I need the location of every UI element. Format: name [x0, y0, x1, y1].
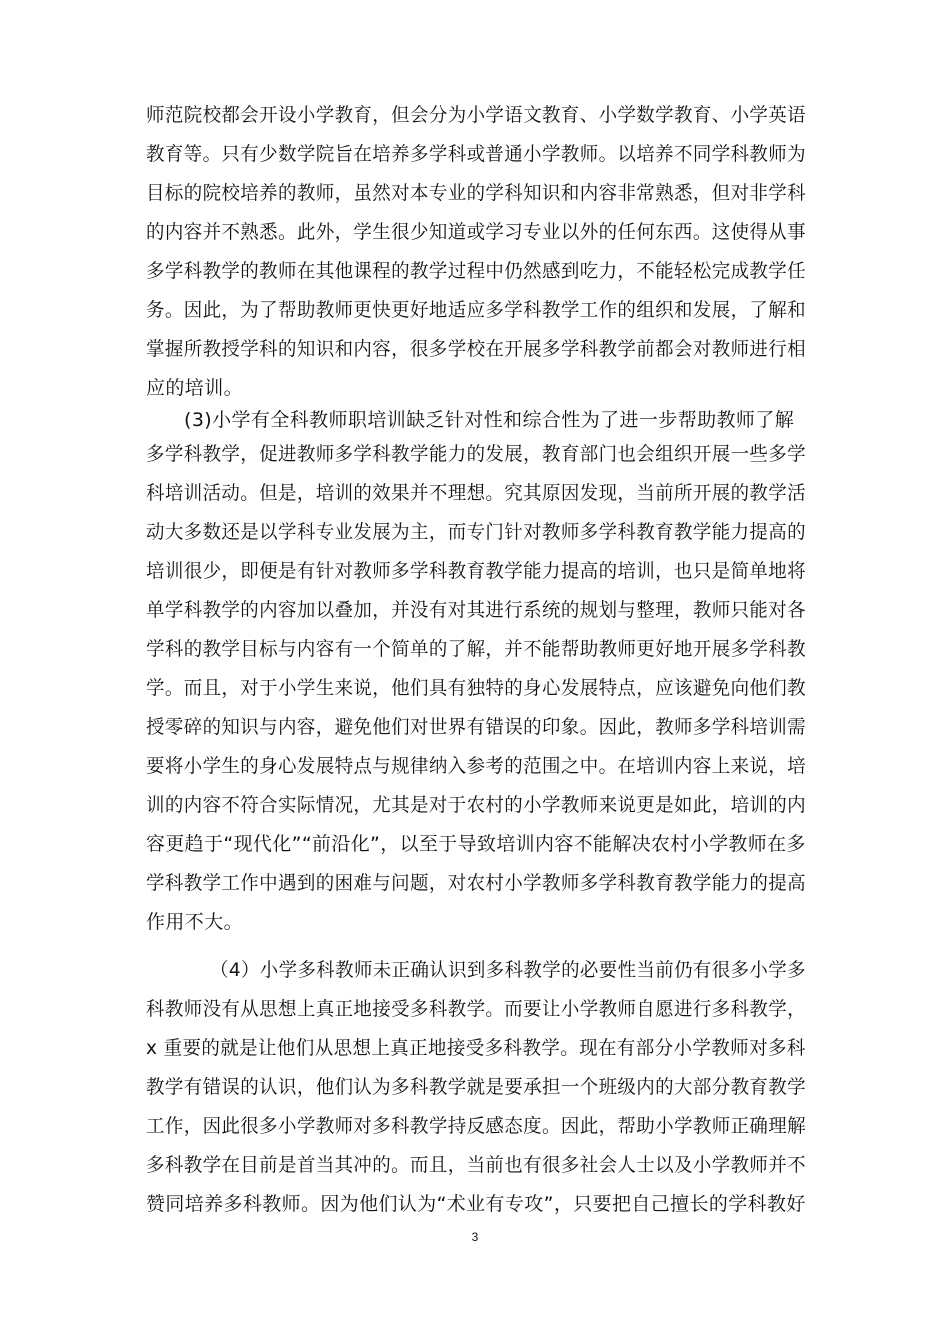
text-line: 训的内容不符合实际情况，尤其是对于农村的小学教师来说更是如此，培训的内: [146, 794, 807, 816]
text-line: 科培训活动。但是，培训的效果并不理想。究其原因发现，当前所开展的教学活: [146, 482, 807, 504]
text-line: 单学科教学的内容加以叠加，并没有对其进行系统的规划与整理，教师只能对各: [146, 599, 807, 621]
text-line: 工作，因此很多小学教师对多科教学持反感态度。因此，帮助小学教师正确理解: [146, 1115, 807, 1137]
text-line: 授零碎的知识与内容，避免他们对世界有错误的印象。因此，教师多学科培训需: [146, 716, 807, 738]
text-line: 要将小学生的身心发展特点与规律纳入参考的范围之中。在培训内容上来说，培: [146, 755, 807, 777]
text-line: 的内容并不熟悉。此外，学生很少知道或学习专业以外的任何东西。这使得从事: [146, 221, 807, 243]
text-line: 教育等。只有少数学院旨在培养多学科或普通小学教师。以培养不同学科教师为: [146, 143, 807, 165]
text-line: 多学科教学，促进教师多学科教学能力的发展，教育部门也会组织开展一些多学: [146, 443, 807, 465]
text-line: 学科教学工作中遇到的困难与问题，对农村小学教师多学科教育教学能力的提高: [146, 872, 807, 894]
text-line: 作用不大。: [146, 911, 244, 933]
text-line: 动大多数还是以学科专业发展为主，而专门针对教师多学科教育教学能力提高的: [146, 521, 807, 543]
text-line: 多科教学在目前是首当其冲的。而且，当前也有很多社会人士以及小学教师并不: [146, 1154, 807, 1176]
section-heading-4: （4）小学多科教师未正确认识到多科教学的必要性当前仍有很多小学多: [210, 959, 806, 981]
text-line: 应的培训。: [146, 377, 244, 399]
text-line: 教学有错误的认识，他们认为多科教学就是要承担一个班级内的大部分教育教学: [146, 1076, 807, 1098]
text-line: 科教师没有从思想上真正地接受多科教学。而要让小学教师自愿进行多科教学，: [146, 998, 807, 1020]
text-line: 目标的院校培养的教师，虽然对本专业的学科知识和内容非常熟悉，但对非学科: [146, 182, 807, 204]
text-line: 学科的教学目标与内容有一个简单的了解，并不能帮助教师更好地开展多学科教: [146, 638, 807, 660]
text-line: 多学科教学的教师在其他课程的教学过程中仍然感到吃力，不能轻松完成教学任: [146, 260, 807, 282]
text-line: 培训很少，即便是有针对教师多学科教育教学能力提高的培训，也只是简单地将: [146, 560, 807, 582]
text-line: 学。而且，对于小学生来说，他们具有独特的身心发展特点，应该避免向他们教: [146, 677, 807, 699]
page-number: 3: [471, 1230, 479, 1244]
text-line: 务。因此，为了帮助教师更快更好地适应多学科教学工作的组织和发展，了解和: [146, 299, 807, 321]
text-line: x 重要的就是让他们从思想上真正地接受多科教学。现在有部分小学教师对多科: [146, 1037, 806, 1059]
section-heading-3: (3)小学有全科教师职培训缺乏针对性和综合性为了进一步帮助教师了解: [184, 409, 795, 431]
text-line: 师范院校都会开设小学教育，但会分为小学语文教育、小学数学教育、小学英语: [146, 104, 807, 126]
text-line: 赞同培养多科教师。因为他们认为“术业有专攻”，只要把自己擅长的学科教好: [146, 1193, 806, 1215]
text-line: 掌握所教授学科的知识和内容，很多学校在开展多学科教学前都会对教师进行相: [146, 338, 807, 360]
text-line: 容更趋于“现代化”“前沿化”，以至于导致培训内容不能解决农村小学教师在多: [146, 833, 806, 855]
